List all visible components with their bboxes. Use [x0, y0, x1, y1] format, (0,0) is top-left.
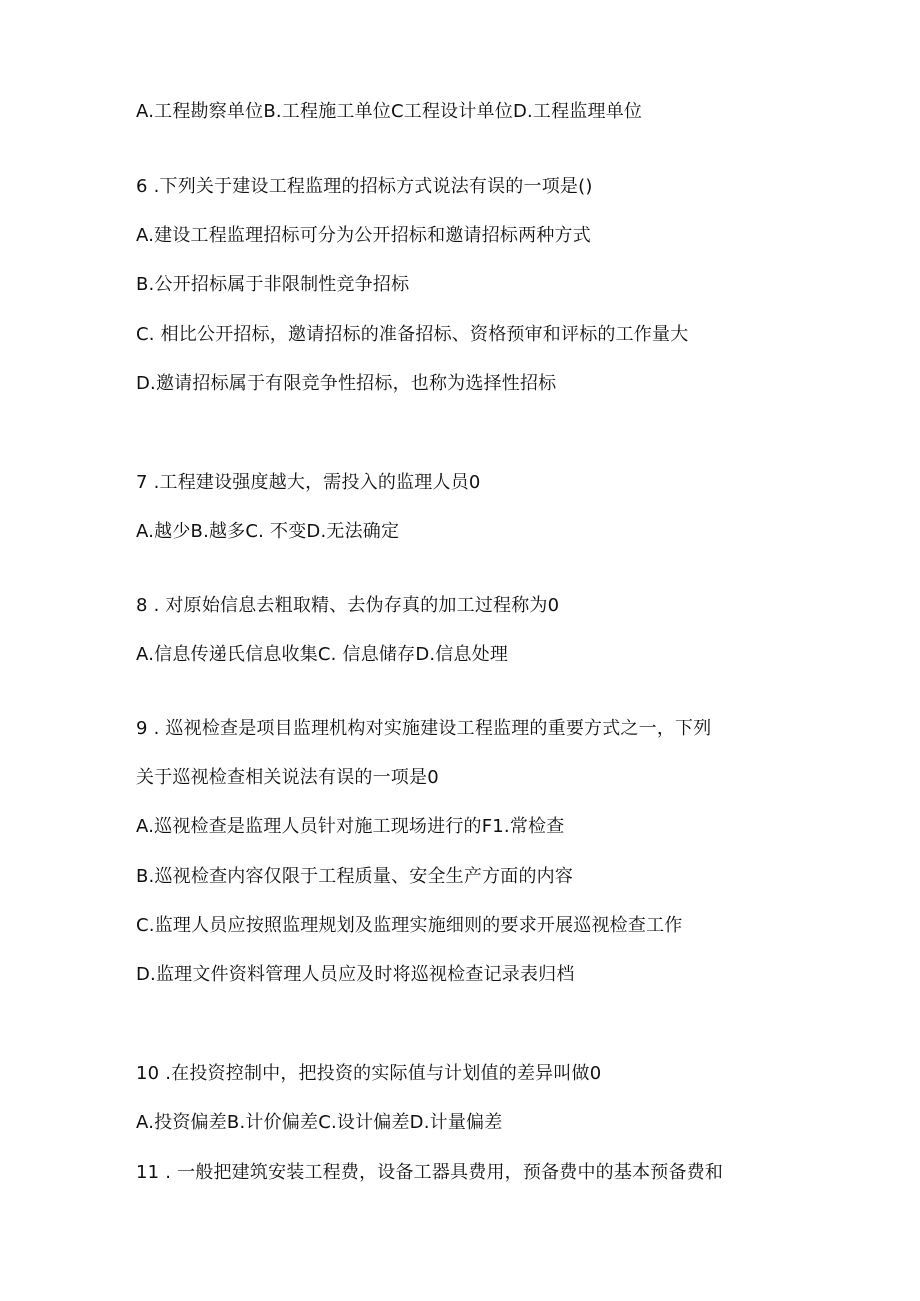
q10-options: A.投资偏差B.计价偏差C.设计偏差D.计量偏差 — [136, 1112, 503, 1133]
q7-options: A.越少B.越多C. 不变D.无法确定 — [136, 521, 400, 542]
q9-option-a: A.巡视检查是监理人员针对施工现场进行的F1.常检查 — [136, 816, 565, 837]
q10-question: 10 .在投资控制中，把投资的实际值与计划值的差异叫做0 — [136, 1063, 602, 1084]
q5-options: A.工程勘察单位B.工程施工单位C工程设计单位D.工程监理单位 — [136, 101, 643, 122]
q9-question: 9 . 巡视检查是项目监理机构对实施建设工程监理的重要方式之一，下列 — [136, 718, 712, 739]
q6-option-b: B.公开招标属于非限制性竞争招标 — [136, 274, 410, 295]
q9-option-c: C.监理人员应按照监理规划及监理实施细则的要求开展巡视检查工作 — [136, 915, 683, 936]
q9-option-b: B.巡视检查内容仅限于工程质量、安全生产方面的内容 — [136, 866, 574, 887]
q6-option-c: C. 相比公开招标，邀请招标的准备招标、资格预审和评标的工作量大 — [136, 324, 689, 345]
q9-option-d: D.监理文件资料管理人员应及时将巡视检查记录表归档 — [136, 964, 575, 985]
q8-question: 8 . 对原始信息去粗取精、去伪存真的加工过程称为0 — [136, 595, 560, 616]
q11-question: 11 . 一般把建筑安装工程费，设备工器具费用，预备费中的基本预备费和 — [136, 1162, 724, 1183]
q6-question: 6 .下列关于建设工程监理的招标方式说法有误的一项是() — [136, 176, 593, 197]
q6-option-d: D.邀请招标属于有限竞争性招标，也称为选择性招标 — [136, 373, 557, 394]
q9-question-cont: 关于巡视检查相关说法有误的一项是0 — [136, 767, 439, 788]
q7-question: 7 .工程建设强度越大，需投入的监理人员0 — [136, 472, 481, 493]
q8-options: A.信息传递氏信息收集C. 信息储存D.信息处理 — [136, 644, 509, 665]
q6-option-a: A.建设工程监理招标可分为公开招标和邀请招标两种方式 — [136, 225, 591, 246]
